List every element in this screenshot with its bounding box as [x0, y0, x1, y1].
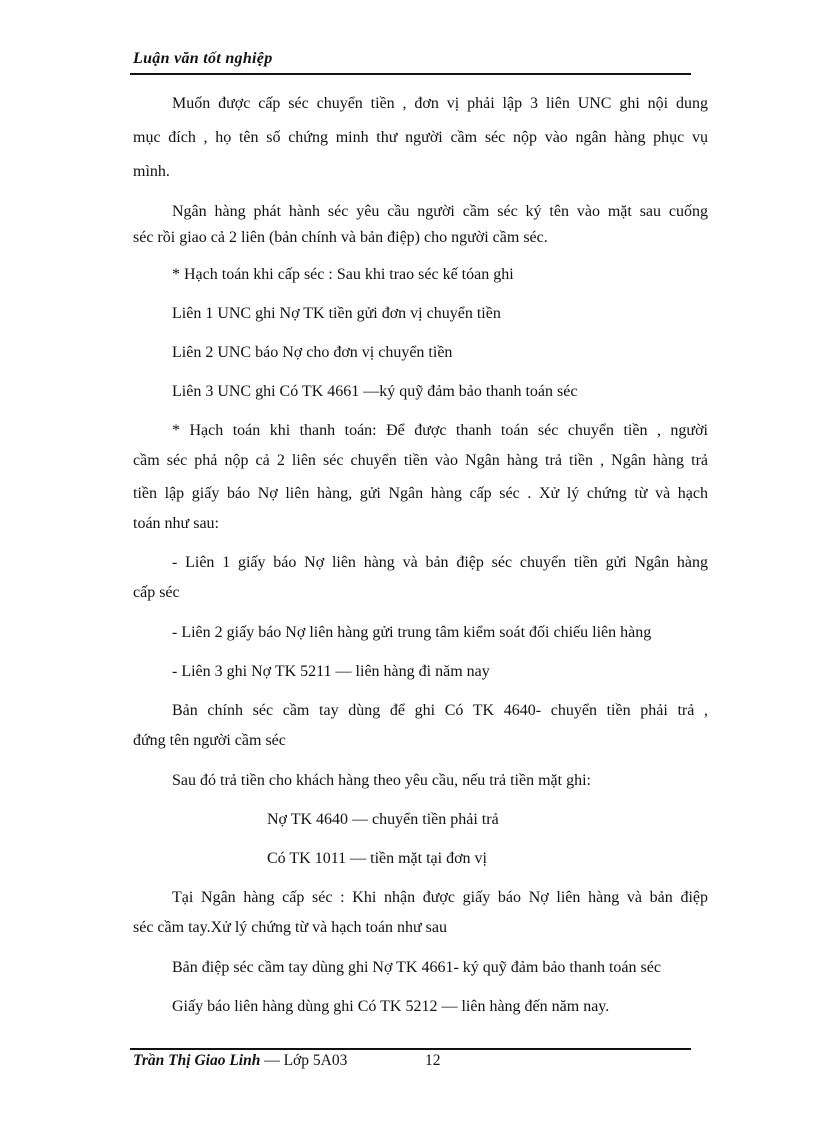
text-line: - Liên 2 giấy báo Nợ liên hàng gửi trung tâm kiểm soát đối chiếu liên hàng	[172, 624, 652, 641]
text-line: Có TK 1011 — tiền mặt tại đơn vị	[267, 850, 487, 867]
text-line: đứng tên người cầm séc	[133, 732, 286, 749]
footer-class: — Lớp 5A03	[260, 1052, 348, 1069]
text-line: Liên 2 UNC báo Nợ cho đơn vị chuyển tiền	[172, 344, 453, 361]
text-line: cầm séc phả nộp cả 2 liên séc chuyển tiền vào Ngân hàng trả tiền , Ngân hàng trả	[133, 452, 708, 469]
header-title: Luận văn tốt nghiệp	[133, 50, 273, 67]
text-line: Liên 1 UNC ghi Nợ TK tiền gửi đơn vị chuyển tiền	[172, 305, 501, 322]
text-line: mục đích , họ tên số chứng minh thư người cầm séc nộp vào ngân hàng phục vụ	[133, 129, 708, 146]
text-line: cấp séc	[133, 584, 180, 601]
text-line: tiền lập giấy báo Nợ liên hàng, gửi Ngân hàng cấp séc . Xử lý chứng từ và hạch	[133, 485, 708, 502]
text-line: Ngân hàng phát hành séc yêu cầu người cầm séc ký tên vào mặt sau cuống	[172, 203, 708, 220]
text-line: Bản điệp séc cầm tay dùng ghi Nợ TK 4661- ký quỹ đảm bảo thanh toán séc	[172, 959, 661, 976]
text-line: Liên 3 UNC ghi Có TK 4661 —ký quỹ đảm bảo thanh toán séc	[172, 383, 578, 400]
text-line: - Liên 1 giấy báo Nợ liên hàng và bản điệp séc chuyển tiền gửi Ngân hàng	[172, 554, 708, 571]
text-line: Muốn được cấp séc chuyển tiền , đơn vị phải lập 3 liên UNC ghi nội dung	[172, 95, 708, 112]
header-rule	[130, 73, 691, 75]
text-line: Bản chính séc cầm tay dùng để ghi Có TK 4640- chuyển tiền phải trả ,	[172, 702, 708, 719]
text-line: Giấy báo liên hàng dùng ghi Có TK 5212 — liên hàng đến năm nay.	[172, 998, 610, 1015]
text-line: Nợ TK 4640 — chuyển tiền phải trả	[267, 811, 499, 828]
text-line: mình.	[133, 163, 170, 180]
text-line: séc rồi giao cả 2 liên (bản chính và bản điệp) cho người cầm séc.	[133, 229, 548, 246]
text-line: * Hạch toán khi thanh toán: Để được thanh toán séc chuyển tiền , người	[172, 422, 708, 439]
footer-rule	[130, 1048, 691, 1050]
text-line: toán như sau:	[133, 515, 219, 532]
footer	[133, 1052, 441, 1070]
text-line: * Hạch toán khi cấp séc : Sau khi trao séc kế tóan ghi	[172, 266, 514, 283]
footer-author: Trần Thị Giao Linh	[133, 1052, 261, 1069]
text-line: Sau đó trả tiền cho khách hàng theo yêu cầu, nếu trả tiền mặt ghi:	[172, 772, 591, 789]
text-line: - Liên 3 ghi Nợ TK 5211 — liên hàng đi năm nay	[172, 663, 490, 680]
text-line: séc cầm tay.Xử lý chứng từ và hạch toán như sau	[133, 919, 447, 936]
page-number: 12	[425, 1052, 441, 1069]
text-line: Tại Ngân hàng cấp séc : Khi nhận được giấy báo Nợ liên hàng và bản điệp	[172, 889, 708, 906]
